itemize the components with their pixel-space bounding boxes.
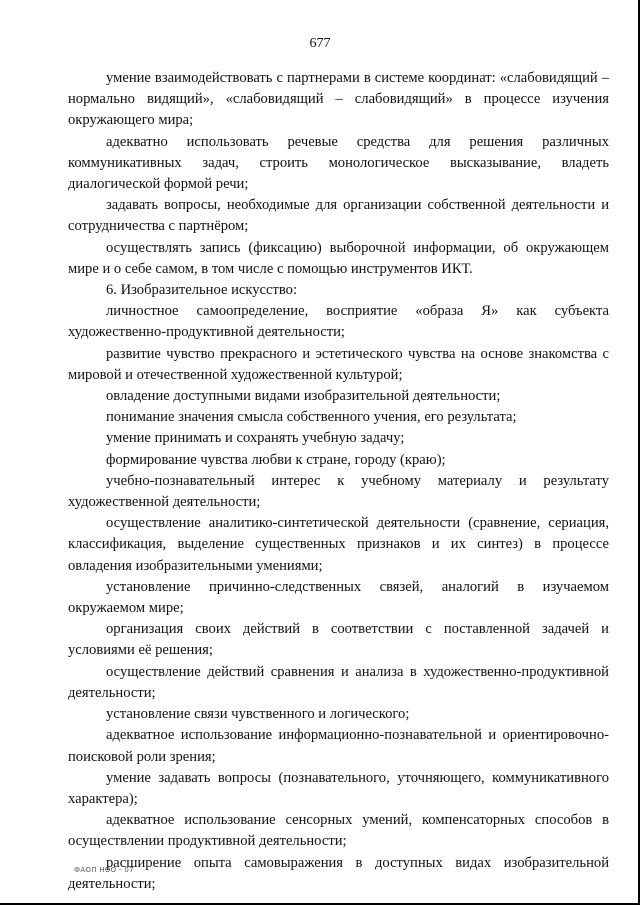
paragraph: умение взаимодействовать с партнерами в системе координат: «слабовидящий – нормально видящий», «слабовидящий – слабовидящий» в процессе изучения окружающего мира;	[68, 70, 609, 129]
section-heading: 6. Изобразительное искусство:	[106, 282, 298, 299]
paragraph: личностное самоопределение, восприятие «образа Я» как субъекта художественно-продуктивной деятельности;	[68, 303, 609, 341]
paragraph: установление причинно-следственных связей, аналогий в изучаемом окружаемом мире;	[68, 578, 609, 617]
paragraph: адекватное использование информационно-познавательной и ориентировочно-поисковой роли зрения;	[68, 727, 609, 765]
paragraph: адекватное использование сенсорных умений, компенсаторных способов в осуществлении продуктивной деятельности;	[68, 812, 609, 850]
paragraph: осуществлять запись (фиксацию) выборочной информации, об окружающем мире и о себе самом, в том числе с помощью инструментов ИКТ.	[68, 239, 609, 277]
paragraph: формирование чувства любви к стране, городу (краю);	[106, 451, 446, 468]
paragraph: организация своих действий в соответствии с поставленной задачей и условиями её решения;	[68, 621, 609, 659]
paragraph: умение задавать вопросы (познавательного, уточняющего, коммуникативного характера);	[68, 769, 609, 807]
paragraph: овладение доступными видами изобразительной деятельности;	[106, 388, 501, 405]
paragraph: задавать вопросы, необходимые для организации собственной деятельности и сотрудничества с партнёром;	[68, 197, 609, 235]
paragraph: развитие чувство прекрасного и эстетического чувства на основе знакомства с мировой и отечественной художественной культурой;	[68, 345, 609, 383]
paragraph: учебно-познавательный интерес к учебному материалу и результату художественной деятельности;	[68, 472, 609, 511]
paragraph: адекватно использовать речевые средства для решения различных коммуникативных задач, строить монологическое высказывание, владеть диалогической формой речи;	[68, 133, 609, 193]
paragraph: осуществление действий сравнения и анализа в художественно-продуктивной деятельности;	[68, 663, 609, 701]
page-number: 677	[309, 36, 331, 51]
paragraph: расширение опыта самовыражения в доступных видах изобразительной деятельности;	[68, 854, 609, 892]
document-body	[68, 68, 609, 895]
paragraph: понимание значения смысла собственного учения, его результата;	[106, 409, 517, 426]
paragraph: установление связи чувственного и логического;	[106, 706, 410, 723]
document-footer: ФАОП НОО - 07	[74, 866, 134, 874]
paragraph: умение принимать и сохранять учебную задачу;	[106, 430, 405, 447]
paragraph: осуществление аналитико-синтетической деятельности (сравнение, сериация, классификация, выделение существенных признаков и их синтез) в процессе овладения изобразительными умениями;	[68, 515, 609, 574]
